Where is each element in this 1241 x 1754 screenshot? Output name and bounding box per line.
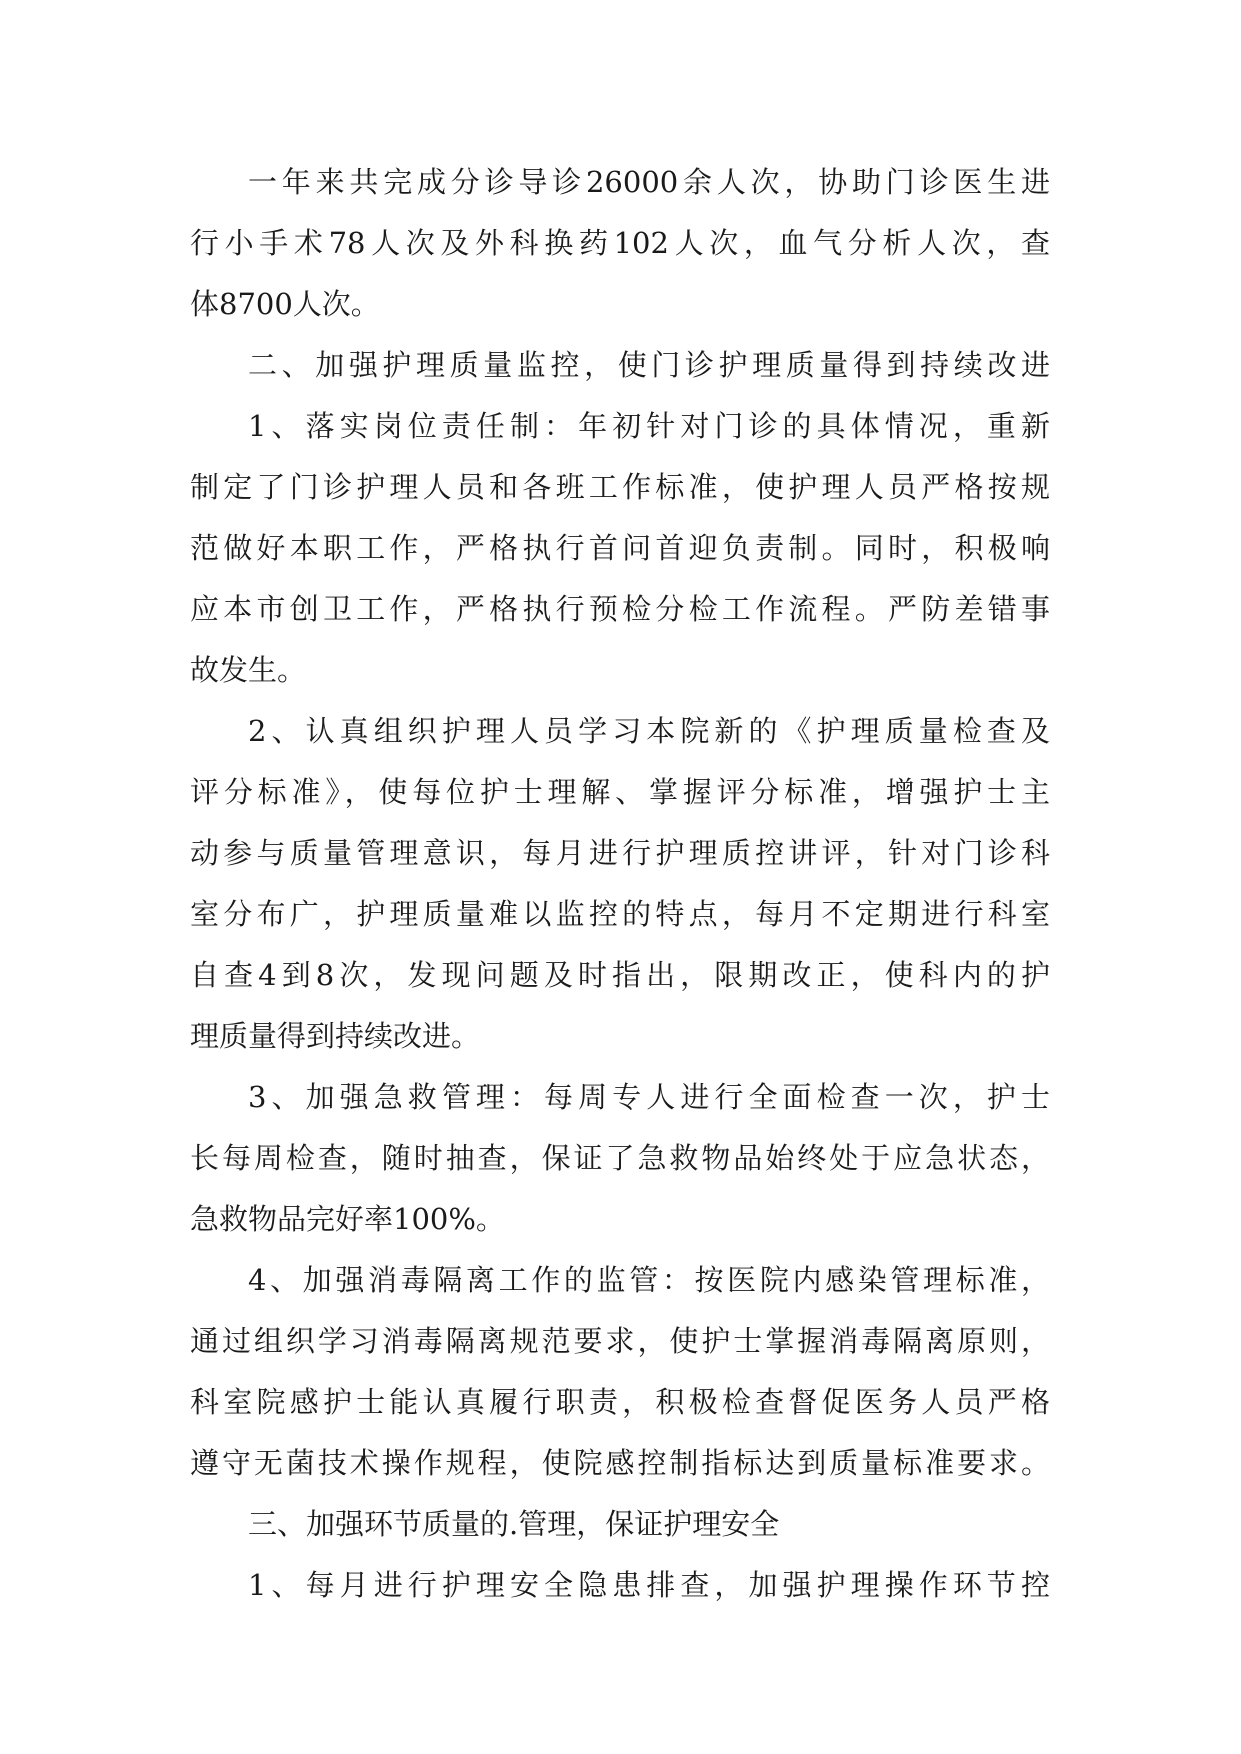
- text-line: 动参与质量管理意识，每月进行护理质控讲评，针对门诊科: [190, 836, 1050, 870]
- text-line: 制定了门诊护理人员和各班工作标准，使护理人员严格按规: [190, 470, 1050, 504]
- section-heading: 二、加强护理质量监控，使门诊护理质量得到持续改进: [248, 348, 1050, 382]
- text-line: 3、加强急救管理：每周专人进行全面检查一次，护士: [248, 1080, 1050, 1114]
- document-body: [190, 152, 1050, 1616]
- text-line: 范做好本职工作，严格执行首问首迎负责制。同时，积极响: [190, 531, 1050, 565]
- text-line: 自查4到8次，发现问题及时指出，限期改正，使科内的护: [190, 958, 1050, 992]
- text-line: 行小手术78人次及外科换药102人次，血气分析人次，查: [190, 226, 1050, 260]
- text-line: 一年来共完成分诊导诊26000余人次，协助门诊医生进: [248, 165, 1050, 199]
- text-line: 评分标准》，使每位护士理解、掌握评分标准，增强护士主: [190, 775, 1050, 809]
- text-line: 长每周检查，随时抽查，保证了急救物品始终处于应急状态，: [190, 1141, 1050, 1175]
- text-line: 4、加强消毒隔离工作的监管：按医院内感染管理标准，: [248, 1263, 1050, 1297]
- text-line: 2、认真组织护理人员学习本院新的《护理质量检查及: [248, 714, 1050, 748]
- text-line: 遵守无菌技术操作规程，使院感控制指标达到质量标准要求。: [190, 1446, 1050, 1480]
- text-line: 通过组织学习消毒隔离规范要求，使护士掌握消毒隔离原则，: [190, 1324, 1050, 1358]
- text-line: 室分布广，护理质量难以监控的特点，每月不定期进行科室: [190, 897, 1050, 931]
- text-line: 1、每月进行护理安全隐患排查，加强护理操作环节控: [248, 1568, 1050, 1602]
- text-line: 体8700人次。: [190, 287, 380, 321]
- section-heading: 三、加强环节质量的.管理，保证护理安全: [248, 1507, 780, 1541]
- text-line: 1、落实岗位责任制：年初针对门诊的具体情况，重新: [248, 409, 1050, 443]
- text-line: 理质量得到持续改进。: [190, 1019, 481, 1053]
- text-line: 应本市创卫工作，严格执行预检分检工作流程。严防差错事: [190, 592, 1050, 626]
- text-line: 科室院感护士能认真履行职责，积极检查督促医务人员严格: [190, 1385, 1050, 1419]
- text-line: 故发生。: [190, 653, 307, 687]
- text-line: 急救物品完好率100%。: [190, 1202, 505, 1236]
